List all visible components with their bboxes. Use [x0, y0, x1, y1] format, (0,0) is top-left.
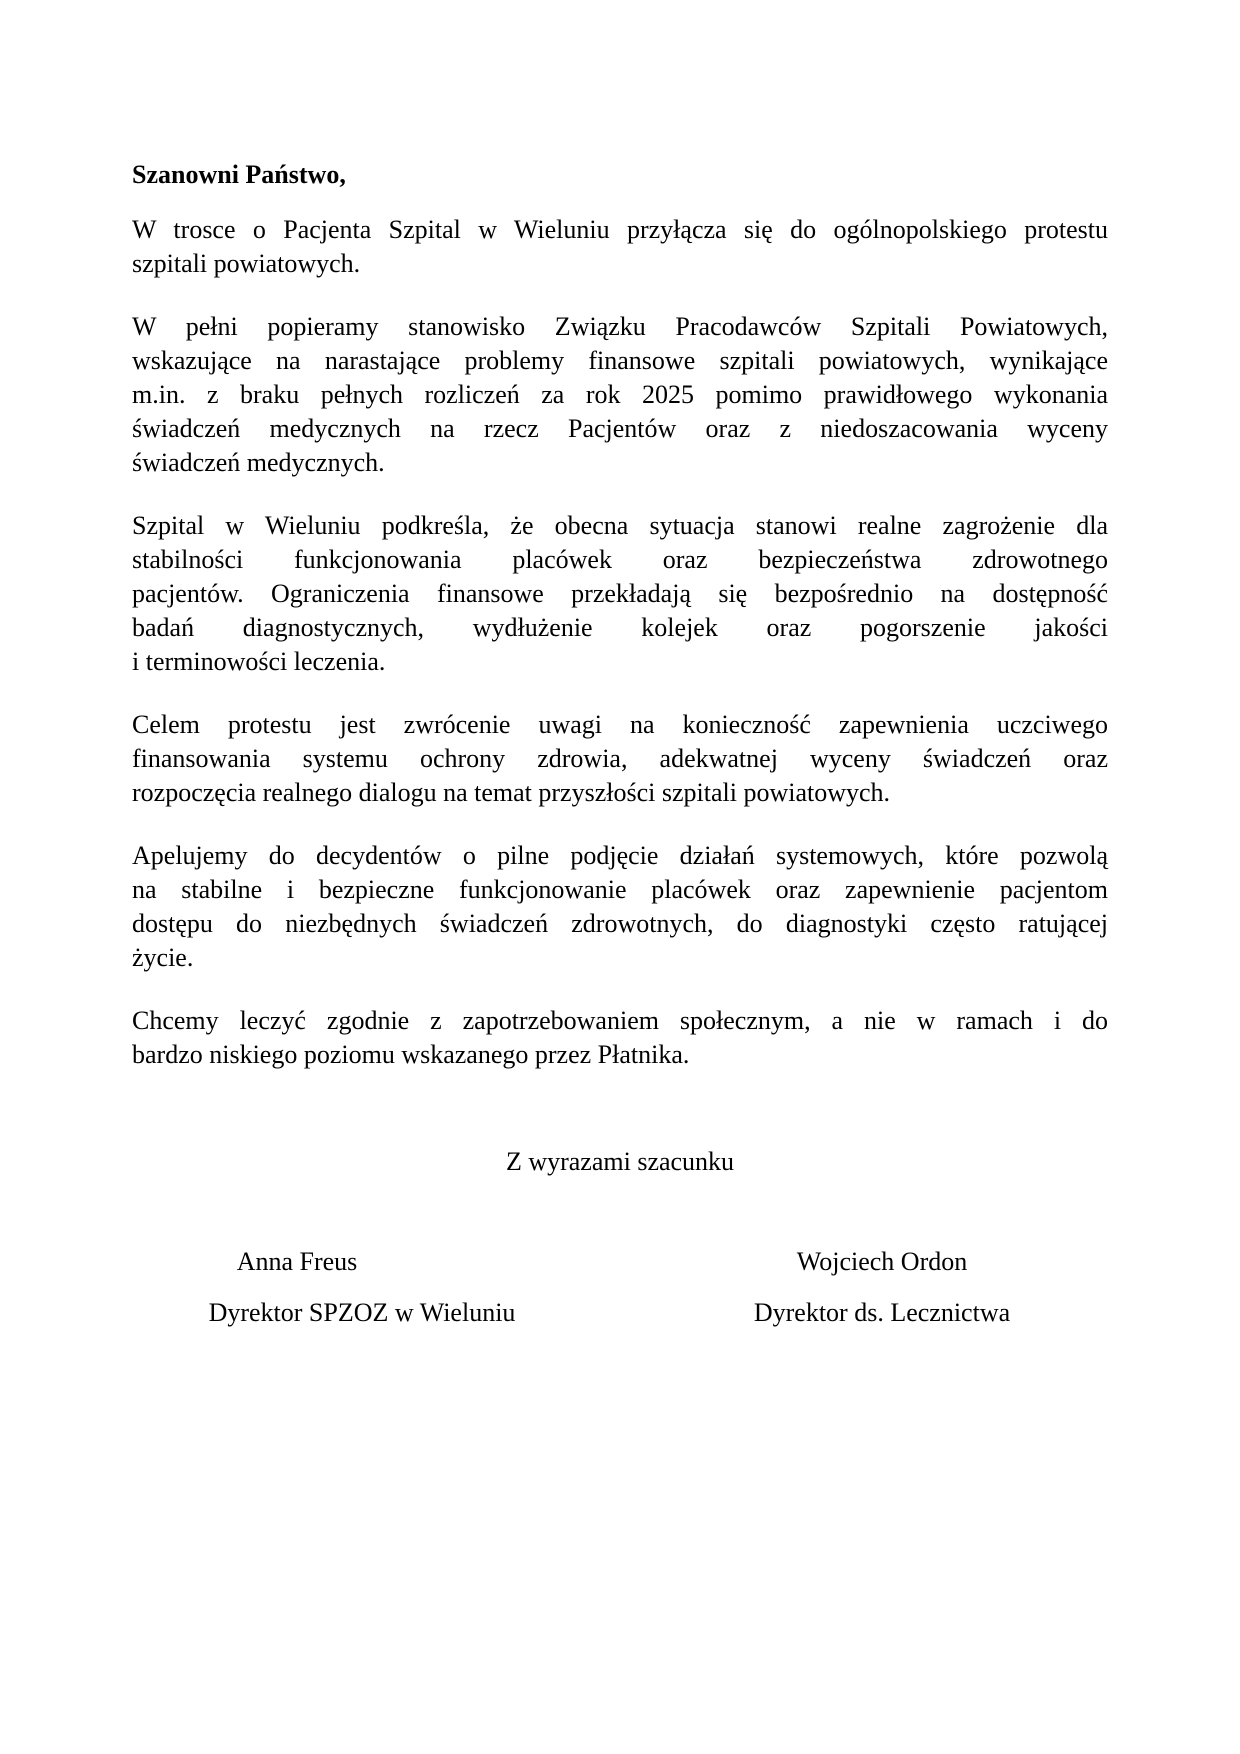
signature-left [172, 1245, 552, 1330]
signatory-title: Dyrektor ds. Lecznictwa [753, 1298, 1011, 1327]
paragraph-line: Chcemy leczyć zgodnie z zapotrzebowaniem społecznym, a nie w ramach i do [132, 1006, 1108, 1035]
paragraph-line: badań diagnostycznych, wydłużenie kolejek oraz pogorszenie jakości [132, 613, 1108, 642]
paragraph-line: pacjentów. Ograniczenia finansowe przekładają się bezpośrednio na dostępność [132, 579, 1108, 608]
paragraph-line: bardzo niskiego poziomu wskazanego przez Płatnika. [132, 1040, 690, 1069]
paragraph [132, 839, 1108, 975]
paragraph-line: świadczeń medycznych na rzecz Pacjentów oraz z niedoszacowania wyceny [132, 414, 1108, 443]
signatory-name: Wojciech Ordon [796, 1247, 968, 1276]
paragraph-line: świadczeń medycznych. [132, 448, 385, 477]
paragraph-line: Apelujemy do decydentów o pilne podjęcie działań systemowych, które pozwolą [132, 841, 1108, 870]
paragraph [132, 1004, 1108, 1072]
signature-right [682, 1245, 1082, 1330]
paragraph-line: W trosce o Pacjenta Szpital w Wieluniu przyłącza się do ogólnopolskiego protestu [132, 215, 1108, 244]
letter-body [132, 213, 1108, 1072]
paragraph-line: szpitali powiatowych. [132, 249, 361, 278]
signatory-name: Anna Freus [236, 1247, 358, 1276]
paragraph-line: wskazujące na narastające problemy finansowe szpitali powiatowych, wynikające [132, 346, 1108, 375]
paragraph-line: finansowania systemu ochrony zdrowia, adekwatnej wyceny świadczeń oraz [132, 744, 1108, 773]
paragraph-line: Celem protestu jest zwrócenie uwagi na konieczność zapewnienia uczciwego [132, 710, 1108, 739]
paragraph-line: rozpoczęcia realnego dialogu na temat przyszłości szpitali powiatowych. [132, 778, 891, 807]
paragraph-line: W pełni popieramy stanowisko Związku Pracodawców Szpitali Powiatowych, [132, 312, 1108, 341]
paragraph-line: stabilności funkcjonowania placówek oraz bezpieczeństwa zdrowotnego [132, 545, 1108, 574]
signature-block [132, 1245, 1108, 1330]
paragraph-line: m.in. z braku pełnych rozliczeń za rok 2025 pomimo prawidłowego wykonania [132, 380, 1108, 409]
salutation: Szanowni Państwo, [132, 160, 346, 189]
paragraph-line: Szpital w Wieluniu podkreśla, że obecna sytuacja stanowi realne zagrożenie dla [132, 511, 1108, 540]
paragraph-line: na stabilne i bezpieczne funkcjonowanie placówek oraz zapewnienie pacjentom [132, 875, 1108, 904]
paragraph-line: życie. [132, 943, 194, 972]
paragraph [132, 310, 1108, 480]
paragraph-line: i terminowości leczenia. [132, 647, 386, 676]
paragraph [132, 509, 1108, 679]
closing-phrase: Z wyrazami szacunku [505, 1147, 735, 1176]
paragraph-line: dostępu do niezbędnych świadczeń zdrowotnych, do diagnostyki często ratującej [132, 909, 1108, 938]
paragraph [132, 708, 1108, 810]
paragraph [132, 213, 1108, 281]
signatory-title: Dyrektor SPZOZ w Wieluniu [208, 1298, 516, 1327]
